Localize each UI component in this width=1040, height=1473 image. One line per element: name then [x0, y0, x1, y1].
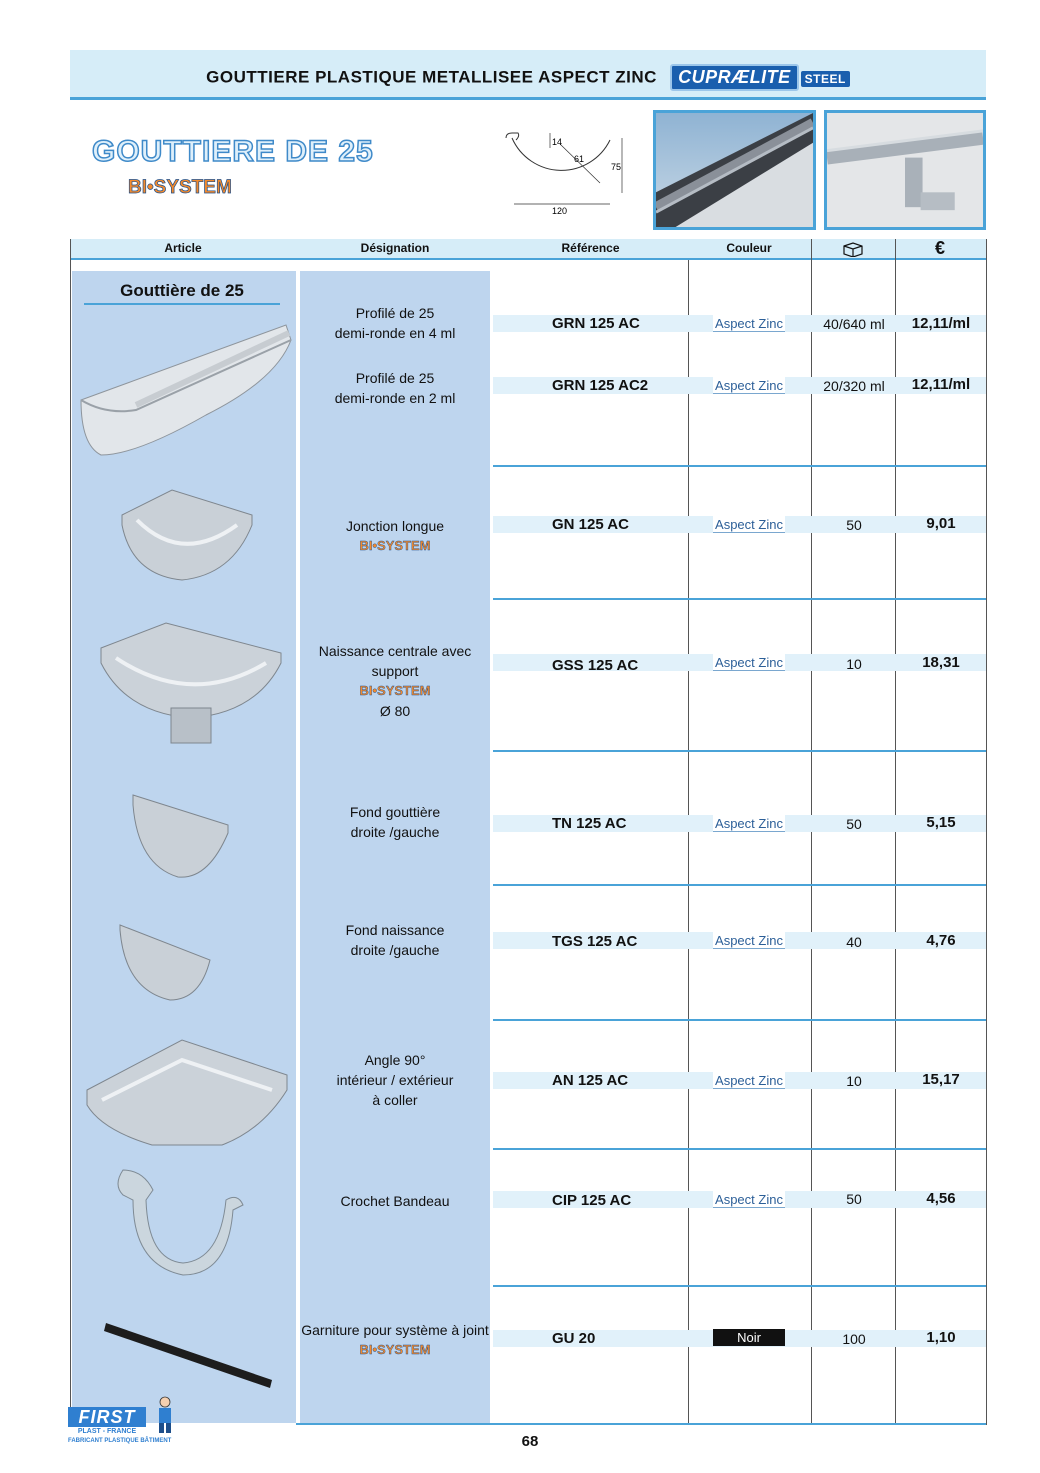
header-title [70, 64, 986, 91]
price-cell: 4,56 [926, 1190, 956, 1207]
divider [688, 260, 689, 1425]
divider [986, 239, 987, 1425]
pack-cell: 50 [846, 816, 862, 832]
logo-sub: PLAST - FRANCE [77, 1428, 137, 1435]
designation-cell: Naissance centrale avec support BI•SYSTEM Ø 80 [300, 641, 490, 721]
couleur-cell: Aspect Zinc [713, 1191, 785, 1208]
header-title-text: GOUTTIERE PLASTIQUE METALLISEE ASPECT ZINC [206, 67, 657, 87]
reference-cell: TGS 125 AC [552, 933, 638, 950]
pack-cell: 100 [842, 1331, 866, 1347]
mascot-icon [152, 1395, 178, 1435]
designation-cell: Fond gouttière droite /gauche [349, 804, 441, 840]
hook-image [108, 1165, 248, 1285]
row-separator [493, 465, 986, 467]
designation-column [300, 271, 490, 1423]
row-separator [493, 1148, 986, 1150]
row-separator [493, 598, 986, 600]
col-couleur: Couleur [726, 241, 772, 255]
reference-cell: GU 20 [552, 1330, 596, 1347]
price-cell: 1,10 [926, 1329, 956, 1346]
row-separator [493, 1019, 986, 1021]
product-title: GOUTTIERE DE 25 [92, 135, 374, 168]
first-logo [68, 1395, 188, 1447]
price-cell: 12,11/ml [911, 315, 971, 332]
dim-lip: 14 [552, 137, 563, 147]
gutter-roof-photo [653, 110, 816, 230]
price-cell: 4,76 [926, 932, 956, 949]
bisystem-label: BI•SYSTEM [359, 538, 431, 553]
price-cell: 15,17 [922, 1071, 960, 1088]
long-joint-image [112, 485, 262, 585]
designation-cell: Angle 90° intérieur / extérieur à coller [336, 1052, 454, 1108]
couleur-cell: Aspect Zinc [713, 815, 785, 832]
col-reference: Référence [561, 241, 620, 255]
couleur-cell: Aspect Zinc [713, 1072, 785, 1089]
price-cell: 5,15 [926, 814, 956, 831]
designation-cell: Crochet Bandeau [340, 1193, 450, 1209]
couleur-cell: Aspect Zinc [713, 516, 785, 533]
reference-cell: GSS 125 AC [552, 657, 639, 674]
bisystem-label: BI•SYSTEM [359, 683, 431, 698]
couleur-cell: Noir [713, 1329, 785, 1346]
designation-cell: Profilé de 25 demi-ronde en 4 ml [334, 305, 456, 341]
end-cap-image [128, 785, 238, 885]
reference-cell: GRN 125 AC2 [552, 377, 649, 394]
couleur-cell: Aspect Zinc [713, 654, 785, 671]
brand-main: CUPRÆLITE [670, 64, 799, 91]
price-cell: 12,11/ml [911, 376, 971, 393]
header-band [70, 50, 986, 100]
product-system: BI•SYSTEM [128, 177, 232, 198]
divider [811, 239, 812, 1425]
price-cell: 9,01 [926, 515, 956, 532]
article-heading: Gouttière de 25 [84, 281, 280, 305]
central-outlet-image [96, 608, 286, 748]
row-separator [493, 884, 986, 886]
couleur-cell: Aspect Zinc [713, 377, 785, 394]
reference-cell: AN 125 AC [552, 1072, 629, 1089]
pack-cell: 40/640 ml [823, 316, 885, 332]
logo-tagline: FABRICANT PLASTIQUE BÂTIMENT [68, 1438, 172, 1444]
brand-sub: STEEL [801, 71, 850, 87]
couleur-cell: Aspect Zinc [713, 315, 785, 332]
reference-cell: CIP 125 AC [552, 1192, 632, 1209]
pack-cell: 10 [846, 1073, 862, 1089]
seal-strip-image [104, 1318, 274, 1393]
designation-cell: Profilé de 25 demi-ronde en 2 ml [334, 370, 456, 406]
row-separator [493, 1285, 986, 1287]
logo-text: FIRST [68, 1407, 146, 1427]
gutter-profile-image [76, 305, 296, 465]
pack-cell: 40 [846, 934, 862, 950]
euro-icon: € [934, 238, 945, 258]
table-bottom-line [296, 1423, 986, 1425]
gutter-outlet-photo [824, 110, 986, 230]
col-designation: Désignation [360, 241, 430, 255]
row-separator [493, 750, 986, 752]
outlet-end-cap-image [115, 920, 215, 1005]
divider [70, 239, 71, 1425]
gutter-profile-diagram [500, 128, 630, 218]
divider [895, 239, 896, 1425]
price-cell: 18,31 [922, 654, 960, 671]
designation-cell: Fond naissance droite /gauche [345, 922, 445, 958]
pack-cell: 50 [846, 517, 862, 533]
col-article: Article [164, 241, 202, 255]
dim-width: 120 [552, 206, 568, 216]
designation-cell: Jonction longue BI•SYSTEM [300, 516, 490, 556]
pack-cell: 20/320 ml [823, 378, 885, 394]
reference-cell: GRN 125 AC [552, 315, 640, 332]
designation-cell: Garniture pour système à joint BI•SYSTEM [300, 1320, 490, 1360]
box-icon [812, 241, 894, 260]
reference-cell: GN 125 AC [552, 516, 629, 533]
dim-height: 75 [611, 162, 622, 172]
table-header [70, 239, 986, 260]
pack-cell: 10 [846, 656, 862, 672]
reference-cell: TN 125 AC [552, 815, 627, 832]
bisystem-label: BI•SYSTEM [359, 1342, 431, 1357]
brand-logo [670, 64, 850, 91]
dim-radius: 61 [574, 154, 585, 164]
page-number: 68 [521, 1433, 539, 1450]
pack-cell: 50 [846, 1191, 862, 1207]
angle-90-image [82, 1035, 292, 1150]
couleur-cell: Aspect Zinc [713, 932, 785, 949]
